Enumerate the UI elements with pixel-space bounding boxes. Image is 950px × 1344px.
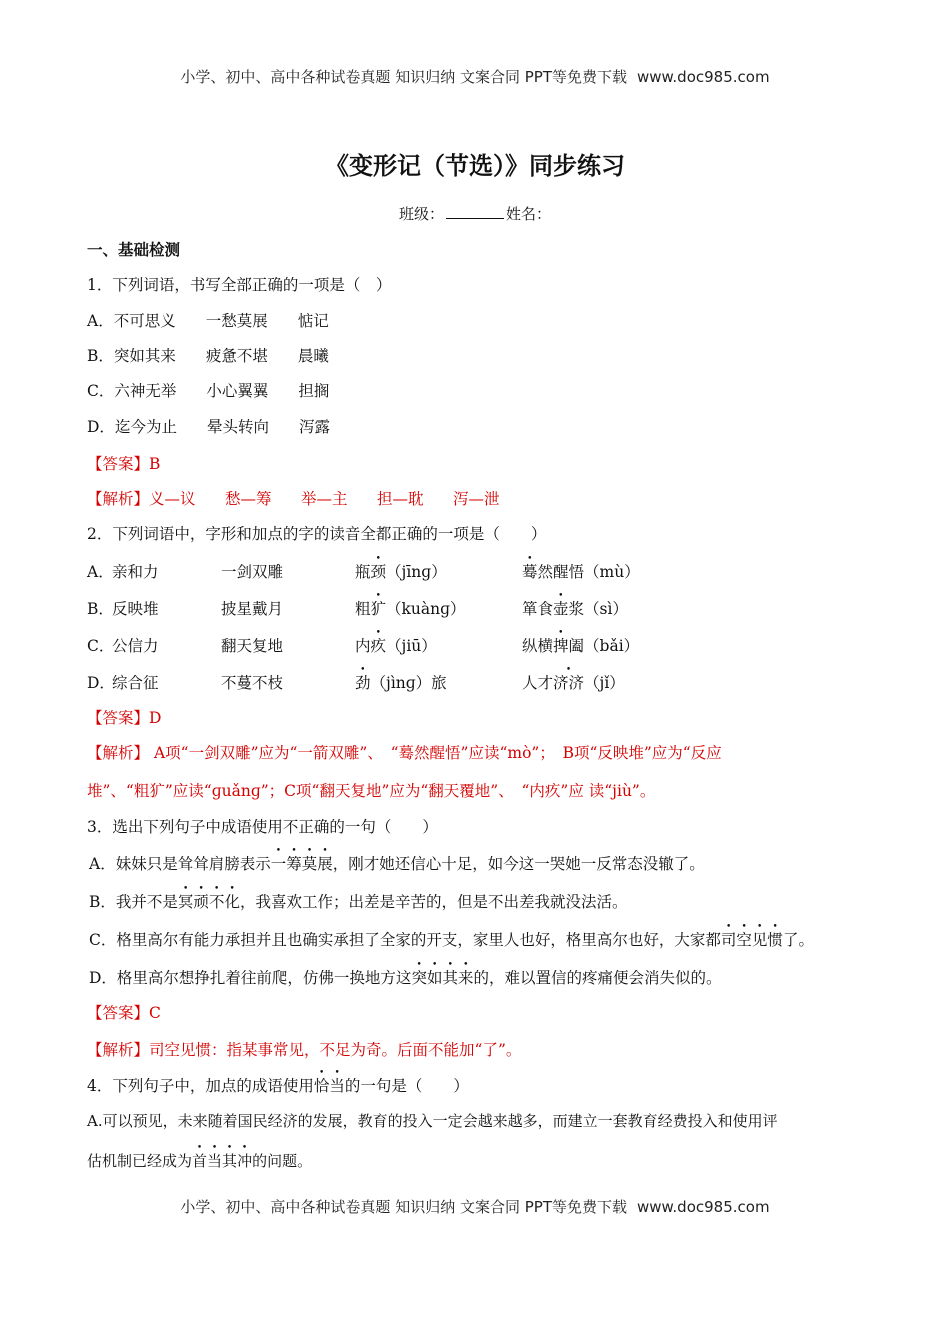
- q2-analysis-line2: 堆”、“粗犷”应读“ɡuǎnɡ”；C项“翻天复地”应为“翻天覆地”、 “内疚”应 读“jiù”。: [87, 782, 656, 800]
- analysis-tag: 【解析】: [87, 490, 150, 508]
- q3-stem: 3．选出下列句子中成语使用不正确的一句（ ）: [87, 818, 438, 836]
- q3-option-d: D．格里高尔想挣扎着往前爬，仿佛一换地方这突如其来的，难以置信的疼痛便会消失似的。: [89, 969, 722, 987]
- q1-option-a: A．不可思义 一愁莫展 惦记: [87, 312, 329, 330]
- header-text: 小学、初中、高中各种试卷真题 知识归纳 文案合同 PPT等免费下载: [180, 68, 627, 86]
- q1-answer: [87, 452, 160, 474]
- name-label: 姓名：: [506, 205, 552, 223]
- class-name-line: [0, 203, 950, 224]
- q2-answer: 【答案】D: [87, 709, 162, 727]
- q1-analysis: 【解析】义—议 愁—筹 举—主 担—耽 泻—泄: [87, 490, 500, 508]
- answer-value: B: [149, 455, 161, 473]
- q1-option-b: B．突如其来 疲惫不堪 晨曦: [87, 347, 329, 365]
- header-url[interactable]: www.doc985.com: [636, 68, 770, 86]
- q2-stem: 2．下列词语中，字形和加点的字的读音全都正确的一项是（ ）: [87, 525, 547, 543]
- q3-option-c: C．格里高尔有能力承担并且也确实承担了全家的开支，家里人也好，格里高尔也好，大家都司空见惯了。: [89, 931, 814, 949]
- page-header: [0, 66, 950, 87]
- q3-analysis: 【解析】司空见惯：指某事常见，不足为奇。后面不能加“了”。: [87, 1041, 522, 1059]
- q1-stem: 1．下列词语，书写全部正确的一项是（ ）: [87, 276, 392, 294]
- answer-tag: 【答案】: [87, 455, 150, 473]
- q4-stem: 4．下列句子中，加点的成语使用恰当的一句是（ ）: [87, 1077, 469, 1095]
- q3-answer: 【答案】C: [87, 1004, 161, 1022]
- q3-option-b: B．我并不是冥顽不化，我喜欢工作；出差是辛苦的，但是不出差我就没法活。: [89, 893, 628, 911]
- q1-option-d: D．迄今为止 晕头转向 泻露: [87, 418, 330, 436]
- page-title: 《变形记（节选）》同步练习: [325, 151, 625, 180]
- q1-option-c: C．六神无举 小心翼翼 担搁: [87, 382, 330, 400]
- class-label: 班级：: [398, 205, 444, 223]
- q2-analysis-line1: 【解析】 A项“一剑双雕”应为“一箭双雕”、 “蓦然醒悟”应读“mò”； B项“反映堆”应为“反应: [87, 744, 722, 762]
- q4-option-a-line1: A.可以预见，未来随着国民经济的发展，教育的投入一定会越来越多，而建立一套教育经费投入和使用评: [87, 1112, 778, 1130]
- page-footer: [0, 1196, 950, 1217]
- section-heading: 一、基础检测: [87, 240, 181, 259]
- class-blank: [446, 204, 504, 219]
- q4-option-a-line2: 估机制已经成为首当其冲的问题。: [87, 1152, 313, 1170]
- footer-text: 小学、初中、高中各种试卷真题 知识归纳 文案合同 PPT等免费下载: [180, 1198, 627, 1216]
- footer-url[interactable]: www.doc985.com: [636, 1198, 770, 1216]
- q3-option-a: A．妹妹只是耸耸肩膀表示一筹莫展，刚才她还信心十足，如今这一哭她一反常态没辙了。: [89, 855, 705, 873]
